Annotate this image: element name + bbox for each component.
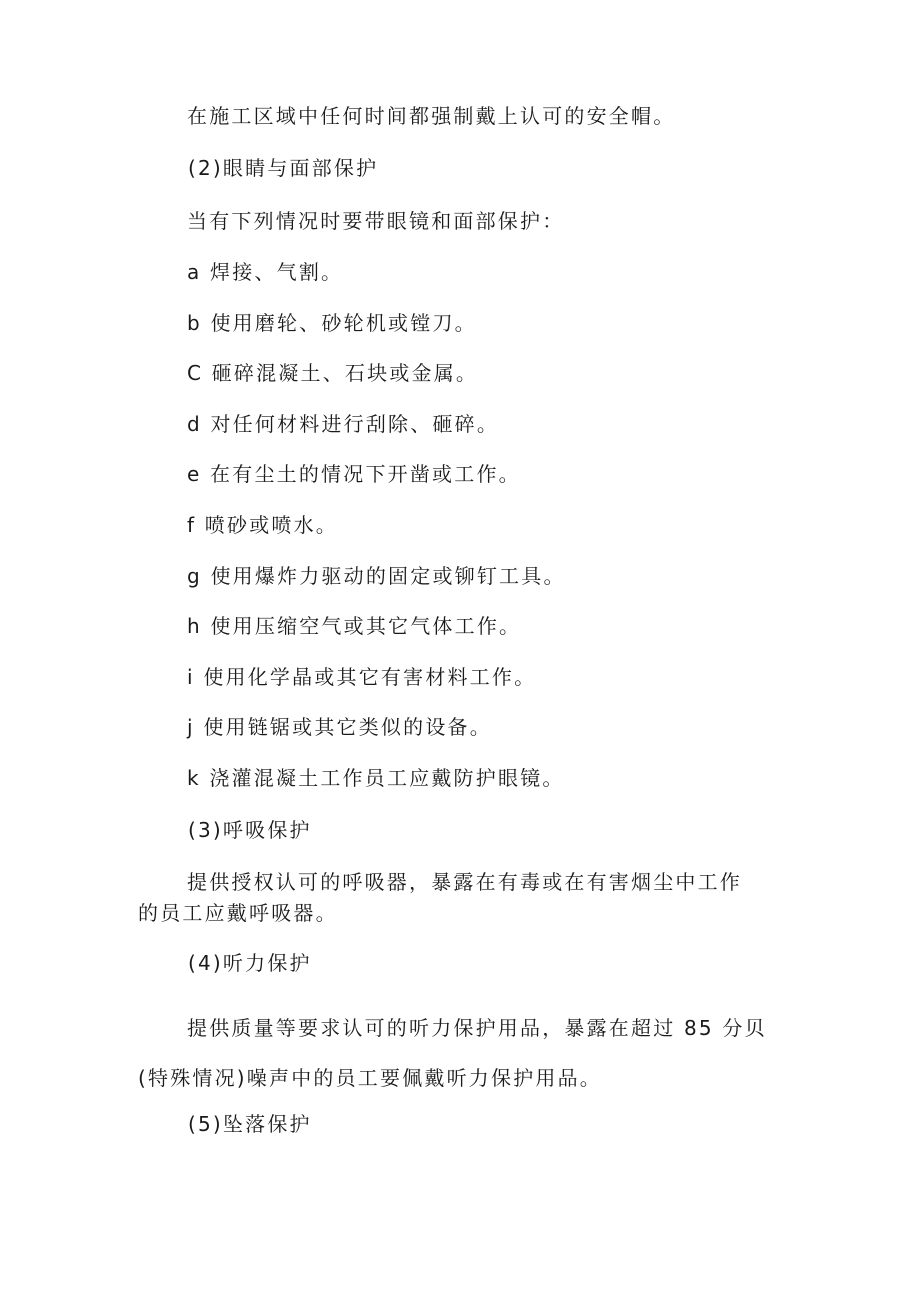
list-item: j 使用链锯或其它类似的设备。 <box>187 715 492 739</box>
list-item: k 浇灌混凝土工作员工应戴防护眼镜。 <box>187 766 565 790</box>
list-item: f 喷砂或喷水。 <box>187 513 338 537</box>
helmet-requirement-text: 在施工区域中任何时间都强制戴上认可的安全帽。 <box>187 104 676 128</box>
list-item: d 对任何材料进行刮除、砸碎。 <box>187 412 500 436</box>
list-item: C 砸碎混凝土、石块或金属。 <box>187 361 479 385</box>
hearing-text-line2: (特殊情况)噪声中的员工要佩戴听力保护用品。 <box>138 1066 603 1090</box>
section-heading-fall: (5)坠落保护 <box>188 1112 312 1136</box>
list-item: e 在有尘土的情况下开凿或工作。 <box>187 462 521 486</box>
respiratory-text-line1: 提供授权认可的呼吸器，暴露在有毒或在有害烟尘中工作 <box>187 870 742 894</box>
hearing-text-line1: 提供质量等要求认可的听力保护用品，暴露在超过 85 分贝 <box>187 1016 767 1040</box>
respiratory-text-line2: 的员工应戴呼吸器。 <box>138 901 338 925</box>
section-heading-eye-face: (2)眼睛与面部保护 <box>188 156 379 180</box>
list-item: h 使用压缩空气或其它气体工作。 <box>187 614 522 638</box>
list-item: b 使用磨轮、砂轮机或镗刀。 <box>187 311 477 335</box>
section-heading-hearing: (4)听力保护 <box>188 951 312 975</box>
eye-face-intro-text: 当有下列情况时要带眼镜和面部保护： <box>187 209 565 233</box>
section-heading-respiratory: (3)呼吸保护 <box>188 818 312 842</box>
list-item: i 使用化学晶或其它有害材料工作。 <box>187 665 537 689</box>
list-item: a 焊接、气割。 <box>187 260 344 284</box>
list-item: g 使用爆炸力驱动的固定或铆钉工具。 <box>187 564 566 588</box>
